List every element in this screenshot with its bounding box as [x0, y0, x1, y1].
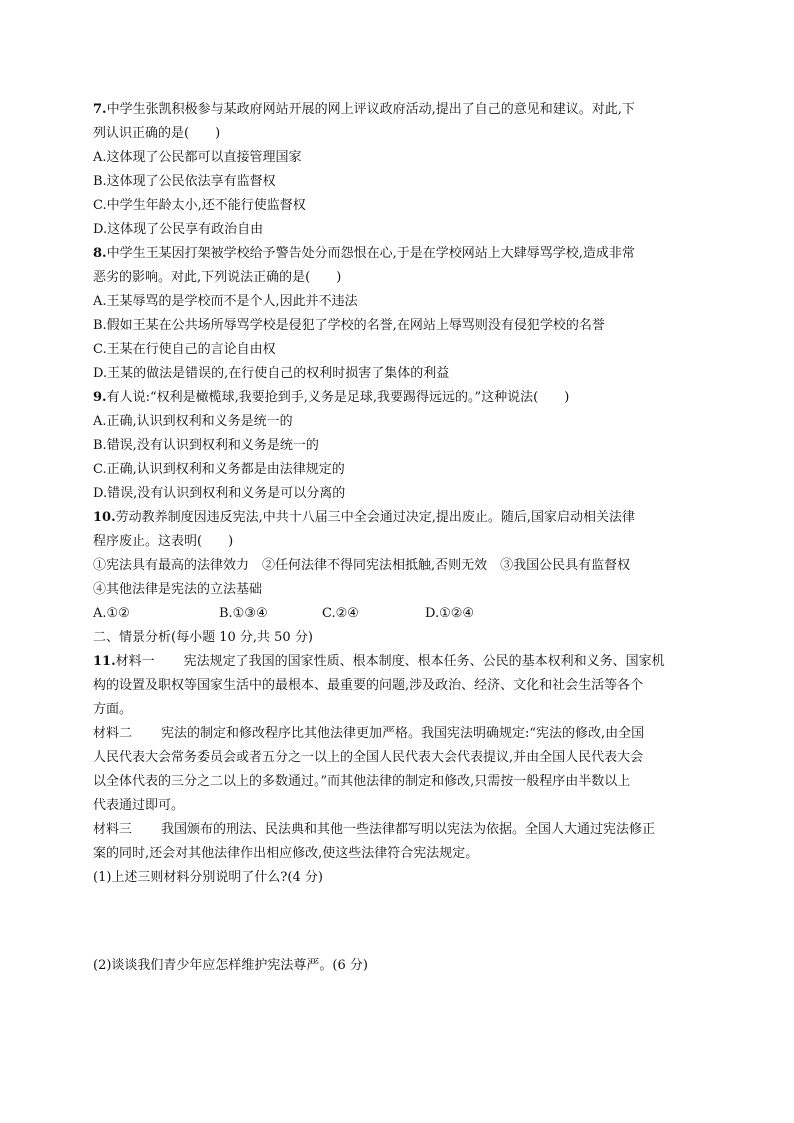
q10-stem-text-1: 劳动教养制度因违反宪法,中共十八届三中全会通过决定,提出废止。随后,国家启动相关法律	[115, 510, 636, 525]
q10-statements-1: ①宪法具有最高的法律效力 ②任何法律不得同宪法相抵触,否则无效 ③我国公民具有监督权	[93, 558, 631, 573]
q10-number: 10.	[93, 510, 116, 525]
q8-option-a: A.王某辱骂的是学校而不是个人,因此并不违法	[93, 294, 358, 309]
q11-material-3-line-2: 案的同时,还会对其他法律作出相应修改,使这些法律符合宪法规定。	[93, 846, 479, 861]
q10-option-c: C.②④	[322, 606, 359, 621]
q11-sub-question-1: (1)上述三则材料分别说明了什么?(4 分)	[93, 870, 323, 885]
q10-option-a: A.①②	[93, 606, 130, 621]
q11-material-2-line-3: 以全体代表的三分之二以上的多数通过。”而其他法律的制定和修改,只需按一般程序由半数以上	[93, 774, 631, 789]
q8-number: 8.	[93, 246, 107, 261]
q7-number: 7.	[93, 102, 107, 117]
q9-option-a: A.正确,认识到权利和义务是统一的	[93, 414, 293, 429]
q11-material-3-line-1	[93, 818, 703, 842]
q11-material-2-line-1	[93, 722, 703, 746]
q11-material-1-line-2: 构的设置及职权等国家生活中的最根本、最重要的问题,涉及政治、经济、文化和社会生活等各个	[93, 678, 644, 693]
question-content	[93, 98, 703, 978]
q8-option-b: B.假如王某在公共场所辱骂学校是侵犯了学校的名誉,在网站上辱骂则没有侵犯学校的名誉	[93, 318, 605, 333]
q9-option-c: C.正确,认识到权利和义务都是由法律规定的	[93, 462, 345, 477]
q7-option-d: D.这体现了公民享有政治自由	[93, 222, 264, 237]
q8-stem-text-1: 中学生王某因打架被学校给予警告处分而怨恨在心,于是在学校网站上大肆辱骂学校,造成非常	[106, 246, 635, 261]
q11-material-2-label: 材料二	[93, 726, 133, 741]
q8-stem	[93, 242, 703, 266]
q7-stem	[93, 98, 703, 122]
q10-statements-2: ④其他法律是宪法的立法基础	[93, 582, 263, 597]
q11-material-1-text-1: 宪法规定了我国的国家性质、根本制度、根本任务、公民的基本权利和义务、国家机	[183, 654, 665, 669]
q7-option-b: B.这体现了公民依法享有监督权	[93, 174, 276, 189]
q9-stem	[93, 386, 703, 410]
answer-space-1	[93, 890, 703, 954]
q10-stem-text-2: 程序废止。这表明( )	[93, 534, 234, 549]
q11-material-1-line-1	[93, 650, 703, 674]
q7-stem-text-1: 中学生张凯积极参与某政府网站开展的网上评议政府活动,提出了自己的意见和建议。对此,下	[106, 102, 635, 117]
q8-option-c: C.王某在行使自己的言论自由权	[93, 342, 276, 357]
q11-material-2-line-4: 代表通过即可。	[93, 798, 185, 813]
q10-options	[93, 602, 703, 626]
q9-option-d: D.错误,没有认识到权利和义务是可以分离的	[93, 486, 346, 501]
q7-option-c: C.中学生年龄太小,还不能行使监督权	[93, 198, 306, 213]
q9-option-b: B.错误,没有认识到权利和义务是统一的	[93, 438, 319, 453]
q9-number: 9.	[93, 390, 107, 405]
q11-sub-question-2: (2)谈谈我们青少年应怎样维护宪法尊严。(6 分)	[93, 958, 368, 973]
q10-option-b: B.①③④	[219, 606, 268, 621]
q8-stem-text-2: 恶劣的影响。对此,下列说法正确的是( )	[93, 270, 342, 285]
q10-option-d: D.①②④	[425, 606, 475, 621]
q11-material-3-text-1: 我国颁布的刑法、民法典和其他一些法律都写明以宪法为依据。全国人大通过宪法修正	[161, 822, 656, 837]
q7-stem-text-2: 列认识正确的是( )	[93, 126, 221, 141]
q8-option-d: D.王某的做法是错误的,在行使自己的权利时损害了集体的利益	[93, 366, 450, 381]
q11-material-1-label: 材料一	[115, 654, 155, 669]
q10-stem	[93, 506, 703, 530]
q7-option-a: A.这体现了公民都可以直接管理国家	[93, 150, 302, 165]
section-2-heading: 二、情景分析(每小题 10 分,共 50 分)	[93, 630, 313, 645]
q9-stem-text-1: 有人说:“权利是橄榄球,我要抢到手,义务是足球,我要踢得远远的。”这种说法( )	[106, 390, 570, 405]
q11-material-3-label: 材料三	[93, 822, 133, 837]
q11-material-2-text-1: 宪法的制定和修改程序比其他法律更加严格。我国宪法明确规定:“宪法的修改,由全国	[161, 726, 645, 741]
q11-material-1-line-3: 方面。	[93, 702, 133, 717]
q11-number: 11.	[93, 654, 116, 669]
q11-material-2-line-2: 人民代表大会常务委员会或者五分之一以上的全国人民代表大会代表提议,并由全国人民代表大会	[93, 750, 644, 765]
